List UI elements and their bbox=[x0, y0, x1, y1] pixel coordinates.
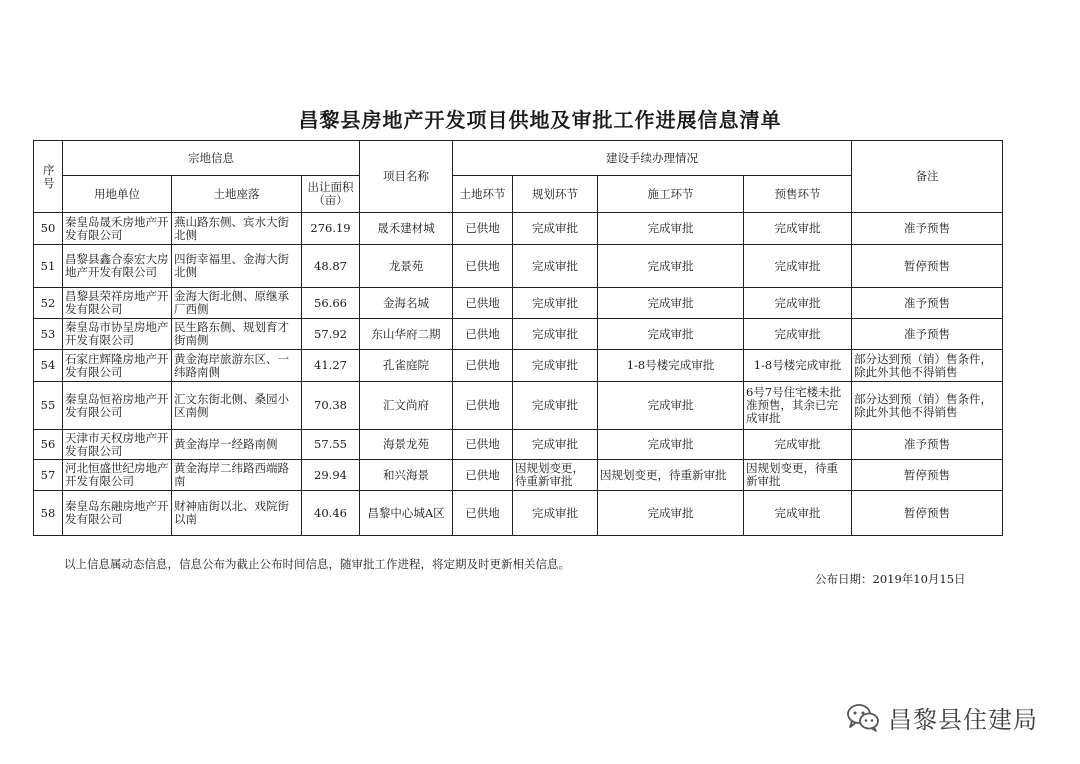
row-land-stage: 已供地 bbox=[453, 319, 513, 350]
row-planning-stage: 完成审批 bbox=[513, 382, 598, 430]
row-presale-stage: 完成审批 bbox=[744, 288, 852, 319]
table-row bbox=[34, 350, 1003, 382]
row-project-name: 海景龙苑 bbox=[360, 430, 453, 460]
row-presale-stage: 完成审批 bbox=[744, 213, 852, 245]
row-area: 56.66 bbox=[302, 288, 360, 319]
row-presale-stage: 完成审批 bbox=[744, 491, 852, 536]
row-land-stage: 已供地 bbox=[453, 430, 513, 460]
row-land-stage: 已供地 bbox=[453, 460, 513, 491]
row-project-name: 金海名城 bbox=[360, 288, 453, 319]
row-construction-stage: 完成审批 bbox=[598, 245, 744, 288]
row-planning-stage: 因规划变更，待重新审批 bbox=[513, 460, 598, 491]
row-land-stage: 已供地 bbox=[453, 350, 513, 382]
row-land-user: 河北恒盛世纪房地产开发有限公司 bbox=[63, 460, 172, 491]
row-project-name: 晟禾建材城 bbox=[360, 213, 453, 245]
row-project-name: 东山华府二期 bbox=[360, 319, 453, 350]
watermark-text: 昌黎县住建局 bbox=[888, 705, 1038, 734]
row-seq: 51 bbox=[34, 245, 63, 288]
row-remark: 准予预售 bbox=[852, 319, 1003, 350]
row-land-user: 昌黎县鑫合泰宏大房地产开发有限公司 bbox=[63, 245, 172, 288]
row-project-name: 和兴海景 bbox=[360, 460, 453, 491]
row-seq: 56 bbox=[34, 430, 63, 460]
row-construction-stage: 完成审批 bbox=[598, 319, 744, 350]
row-construction-stage: 完成审批 bbox=[598, 430, 744, 460]
table-row bbox=[34, 460, 1003, 491]
row-project-name: 龙景苑 bbox=[360, 245, 453, 288]
row-planning-stage: 完成审批 bbox=[513, 213, 598, 245]
row-land-stage: 已供地 bbox=[453, 213, 513, 245]
row-presale-stage: 1-8号楼完成审批 bbox=[744, 350, 852, 382]
project-table bbox=[33, 140, 1003, 536]
row-location: 黄金海岸旅游东区、一纬路南侧 bbox=[172, 350, 302, 382]
row-presale-stage: 完成审批 bbox=[744, 245, 852, 288]
row-construction-stage: 完成审批 bbox=[598, 491, 744, 536]
row-land-user: 天津市天权房地产开发有限公司 bbox=[63, 430, 172, 460]
row-remark: 部分达到预（销）售条件，除此外其他不得销售 bbox=[852, 350, 1003, 382]
row-land-stage: 已供地 bbox=[453, 382, 513, 430]
row-project-name: 汇文尚府 bbox=[360, 382, 453, 430]
table-row bbox=[34, 491, 1003, 536]
watermark bbox=[846, 700, 1038, 734]
row-remark: 部分达到预（销）售条件，除此外其他不得销售 bbox=[852, 382, 1003, 430]
header-area: 出让面积（亩） bbox=[302, 176, 360, 213]
row-location: 四街幸福里、金海大街北侧 bbox=[172, 245, 302, 288]
row-seq: 54 bbox=[34, 350, 63, 382]
row-seq: 58 bbox=[34, 491, 63, 536]
row-land-user: 秦皇岛东融房地产开发有限公司 bbox=[63, 491, 172, 536]
table-row bbox=[34, 245, 1003, 288]
row-construction-stage: 完成审批 bbox=[598, 213, 744, 245]
row-seq: 52 bbox=[34, 288, 63, 319]
header-construction: 建设手续办理情况 bbox=[453, 141, 852, 176]
row-area: 276.19 bbox=[302, 213, 360, 245]
row-planning-stage: 完成审批 bbox=[513, 430, 598, 460]
row-remark: 暂停预售 bbox=[852, 460, 1003, 491]
row-location: 财神庙街以北、戏院街以南 bbox=[172, 491, 302, 536]
header-row-1 bbox=[34, 141, 1003, 176]
row-area: 29.94 bbox=[302, 460, 360, 491]
row-presale-stage: 完成审批 bbox=[744, 319, 852, 350]
row-land-user: 秦皇岛恒裕房地产开发有限公司 bbox=[63, 382, 172, 430]
header-presale-stage: 预售环节 bbox=[744, 176, 852, 213]
table-row bbox=[34, 288, 1003, 319]
row-planning-stage: 完成审批 bbox=[513, 319, 598, 350]
header-seq: 序号 bbox=[34, 141, 63, 213]
row-presale-stage: 因规划变更，待重新审批 bbox=[744, 460, 852, 491]
row-location: 民生路东侧、规划育才街南侧 bbox=[172, 319, 302, 350]
header-construction-stage: 施工环节 bbox=[598, 176, 744, 213]
row-remark: 暂停预售 bbox=[852, 491, 1003, 536]
row-planning-stage: 完成审批 bbox=[513, 491, 598, 536]
document-title: 昌黎县房地产开发项目供地及审批工作进展信息清单 bbox=[298, 108, 782, 132]
row-project-name: 孔雀庭院 bbox=[360, 350, 453, 382]
row-area: 41.27 bbox=[302, 350, 360, 382]
row-area: 70.38 bbox=[302, 382, 360, 430]
table-row bbox=[34, 430, 1003, 460]
header-parcel-info: 宗地信息 bbox=[63, 141, 360, 176]
row-construction-stage: 因规划变更，待重新审批 bbox=[598, 460, 744, 491]
row-construction-stage: 1-8号楼完成审批 bbox=[598, 350, 744, 382]
row-presale-stage: 完成审批 bbox=[744, 430, 852, 460]
row-location: 燕山路东侧、宾水大街北侧 bbox=[172, 213, 302, 245]
row-land-user: 秦皇岛市协呈房地产开发有限公司 bbox=[63, 319, 172, 350]
row-area: 57.55 bbox=[302, 430, 360, 460]
row-land-user: 昌黎县荣祥房地产开发有限公司 bbox=[63, 288, 172, 319]
row-location: 黄金海岸二纬路西端路南 bbox=[172, 460, 302, 491]
publish-date: 公布日期：2019年10月15日 bbox=[815, 572, 966, 586]
row-seq: 55 bbox=[34, 382, 63, 430]
row-construction-stage: 完成审批 bbox=[598, 382, 744, 430]
row-planning-stage: 完成审批 bbox=[513, 288, 598, 319]
header-location: 土地座落 bbox=[172, 176, 302, 213]
row-presale-stage: 6号7号住宅楼未批准预售，其余已完成审批 bbox=[744, 382, 852, 430]
row-location: 黄金海岸一经路南侧 bbox=[172, 430, 302, 460]
row-remark: 暂停预售 bbox=[852, 245, 1003, 288]
row-land-stage: 已供地 bbox=[453, 245, 513, 288]
row-land-stage: 已供地 bbox=[453, 491, 513, 536]
row-planning-stage: 完成审批 bbox=[513, 245, 598, 288]
row-location: 汇文东街北侧、桑园小区南侧 bbox=[172, 382, 302, 430]
row-land-user: 石家庄辉隆房地产开发有限公司 bbox=[63, 350, 172, 382]
header-land-stage: 土地环节 bbox=[453, 176, 513, 213]
header-project-name: 项目名称 bbox=[360, 141, 453, 213]
row-project-name: 昌黎中心城A区 bbox=[360, 491, 453, 536]
header-remarks: 备注 bbox=[852, 141, 1003, 213]
table-row bbox=[34, 382, 1003, 430]
row-land-stage: 已供地 bbox=[453, 288, 513, 319]
row-land-user: 秦皇岛晟禾房地产开发有限公司 bbox=[63, 213, 172, 245]
table-row bbox=[34, 213, 1003, 245]
row-remark: 准予预售 bbox=[852, 430, 1003, 460]
row-area: 48.87 bbox=[302, 245, 360, 288]
footer-note: 以上信息属动态信息，信息公布为截止公布时间信息，随审批工作进程，将定期及时更新相关信息。 bbox=[64, 557, 570, 571]
row-remark: 准予预售 bbox=[852, 288, 1003, 319]
row-area: 57.92 bbox=[302, 319, 360, 350]
row-area: 40.46 bbox=[302, 491, 360, 536]
row-planning-stage: 完成审批 bbox=[513, 350, 598, 382]
row-construction-stage: 完成审批 bbox=[598, 288, 744, 319]
row-seq: 53 bbox=[34, 319, 63, 350]
wechat-icon bbox=[846, 702, 880, 732]
row-location: 金海大街北侧、原继承厂西侧 bbox=[172, 288, 302, 319]
table-row bbox=[34, 319, 1003, 350]
row-remark: 准予预售 bbox=[852, 213, 1003, 245]
header-land-user: 用地单位 bbox=[63, 176, 172, 213]
row-seq: 50 bbox=[34, 213, 63, 245]
row-seq: 57 bbox=[34, 460, 63, 491]
header-planning-stage: 规划环节 bbox=[513, 176, 598, 213]
